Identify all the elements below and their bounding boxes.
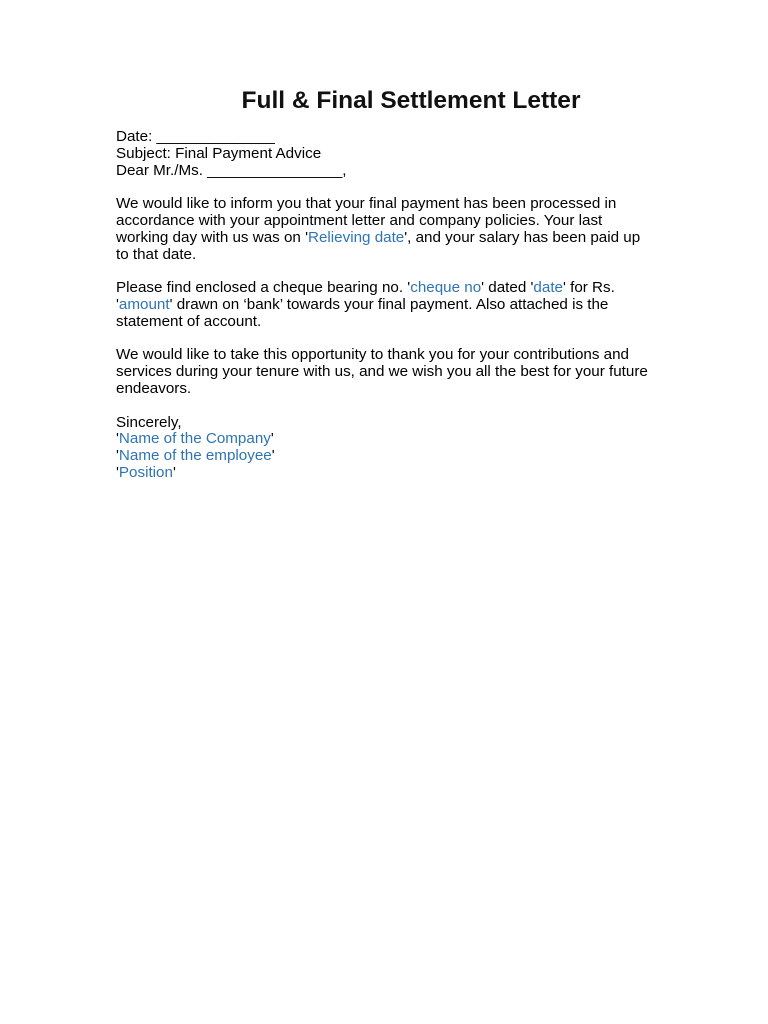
company-name-placeholder: Name of the Company — [118, 430, 271, 448]
paragraph-cheque — [116, 280, 656, 330]
relieving-date-placeholder: Relieving date — [308, 228, 405, 246]
cheque-no-placeholder: cheque no — [410, 279, 482, 297]
paragraph2-text-2: ' dated ' — [481, 279, 534, 297]
paragraph1-text-before: We would like to inform you that your final payment has been processed in accordance with your appointment letter and company policies. Your last working day with us was on ' — [116, 195, 617, 246]
paragraph-final-payment — [116, 196, 656, 263]
letter-body — [116, 129, 656, 482]
quote-close: ' — [271, 447, 275, 465]
paragraph1-text-after: ', and your salary has been paid up to that date. — [116, 228, 641, 263]
date-placeholder: date — [533, 279, 563, 297]
paragraph-gap — [116, 398, 656, 415]
paragraph-gap — [116, 179, 656, 196]
position-line — [116, 465, 656, 482]
paragraph-gap — [116, 263, 656, 280]
quote-close: ' — [270, 430, 274, 448]
paragraph2-text-1: Please find enclosed a cheque bearing no. ' — [116, 279, 411, 297]
company-name-line — [116, 431, 656, 448]
salutation-line: Dear Mr./Ms. ________________, — [116, 161, 347, 179]
sincerely-line: Sincerely, — [116, 413, 182, 431]
employee-name-placeholder: Name of the employee — [118, 447, 272, 465]
date-line: Date: ______________ — [116, 128, 275, 145]
quote-close: ' — [172, 463, 176, 481]
paragraph2-text-4: ' drawn on ‘bank’ towards your final payment. Also attached is the statement of account. — [116, 295, 609, 330]
position-placeholder: Position — [118, 463, 173, 481]
quote-open: ' — [116, 463, 119, 481]
document-title: Full & Final Settlement Letter — [241, 87, 581, 114]
quote-open: ' — [116, 447, 119, 465]
paragraph-gap — [116, 331, 656, 348]
paragraph-thanks: We would like to take this opportunity to thank you for your contributions and services during your tenure with us, and we wish you all the best for your future endeavors. — [116, 346, 648, 397]
paragraph2-text-3: ' for Rs. ' — [116, 279, 615, 313]
subject-line: Subject: Final Payment Advice — [116, 144, 322, 162]
employee-name-line — [116, 448, 656, 465]
amount-placeholder: amount — [118, 295, 170, 313]
quote-open: ' — [116, 430, 119, 448]
